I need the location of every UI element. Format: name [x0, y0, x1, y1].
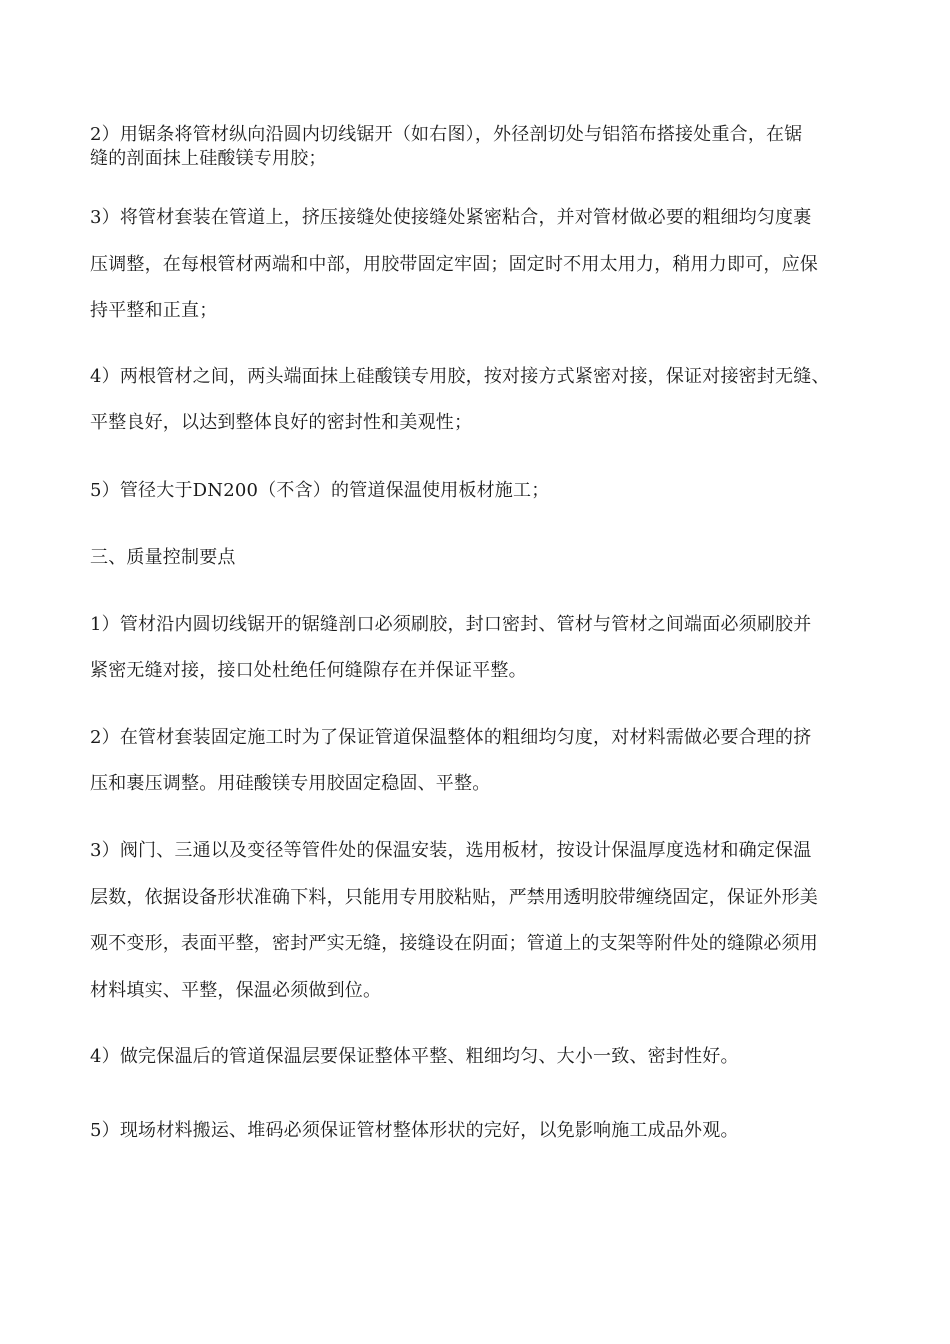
text-line: 材料填实、平整，保温必须做到位。: [90, 980, 382, 1001]
text-line: 3）将管材套装在管道上，挤压接缝处使接缝处紧密粘合，并对管材做必要的粗细均匀度裹: [90, 207, 812, 228]
text-line: 2）用锯条将管材纵向沿圆内切线锯开（如右图），外径剖切处与铝箔布搭接处重合，在锯: [90, 124, 803, 145]
text-line: 平整良好，以达到整体良好的密封性和美观性；: [90, 412, 473, 433]
text-line: 观不变形，表面平整，密封严实无缝，接缝设在阴面；管道上的支架等附件处的缝隙必须用: [90, 933, 818, 954]
text-line: 持平整和正直；: [90, 300, 218, 321]
text-line: 1）管材沿内圆切线锯开的锯缝剖口必须刷胶，封口密封、管材与管材之间端面必须刷胶并: [90, 614, 812, 635]
text-line: 2）在管材套装固定施工时为了保证管道保温整体的粗细均匀度，对材料需做必要合理的挤: [90, 727, 812, 748]
text-line: 紧密无缝对接，接口处杜绝任何缝隙存在并保证平整。: [90, 660, 527, 681]
text-line: 压调整，在每根管材两端和中部，用胶带固定牢固；固定时不用太用力，稍用力即可，应保: [90, 254, 818, 275]
text-line: 5）现场材料搬运、堆码必须保证管材整体形状的完好，以免影响施工成品外观。: [90, 1120, 739, 1141]
text-line: 4）两根管材之间，两头端面抹上硅酸镁专用胶，按对接方式紧密对接，保证对接密封无缝、: [90, 366, 830, 387]
text-line: 4）做完保温后的管道保温层要保证整体平整、粗细均匀、大小一致、密封性好。: [90, 1046, 739, 1067]
text-line: 3）阀门、三通以及变径等管件处的保温安装，选用板材，按设计保温厚度选材和确定保温: [90, 840, 812, 861]
text-line: 层数，依据设备形状准确下料，只能用专用胶粘贴，严禁用透明胶带缠绕固定，保证外形美: [90, 887, 818, 908]
text-line: 压和裹压调整。用硅酸镁专用胶固定稳固、平整。: [90, 773, 491, 794]
text-line: 缝的剖面抹上硅酸镁专用胶；: [90, 148, 327, 169]
section-heading: 三、质量控制要点: [90, 547, 236, 568]
text-line: 5）管径大于DN200（不含）的管道保温使用板材施工；: [90, 480, 550, 501]
